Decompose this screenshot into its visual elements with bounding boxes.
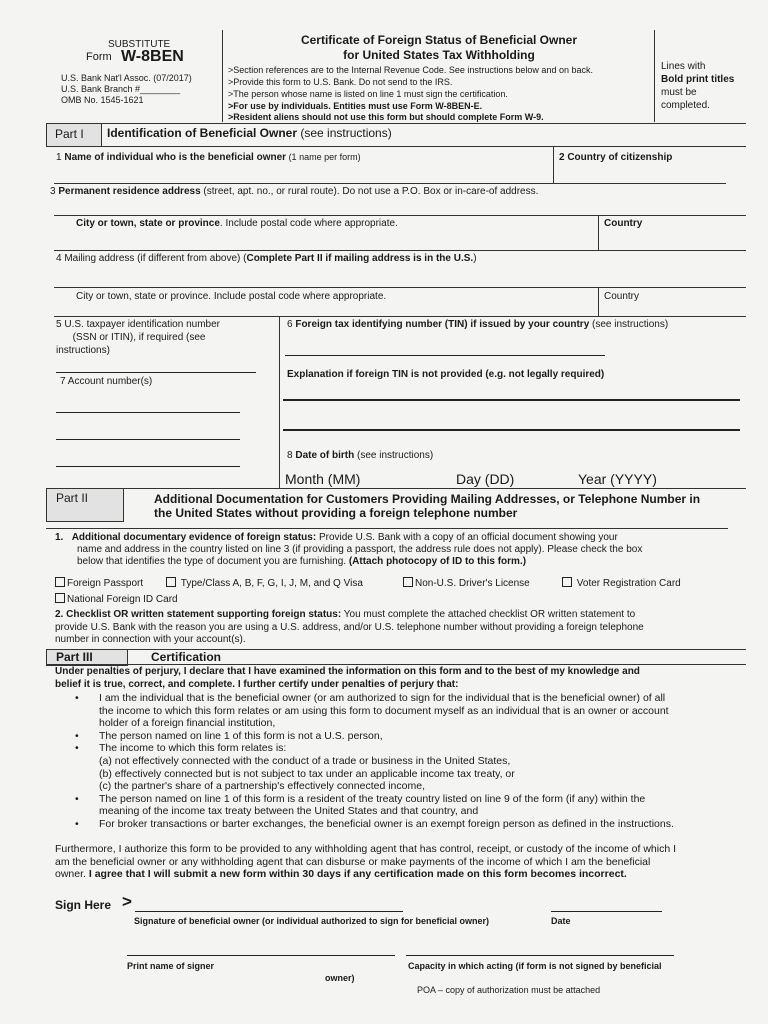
line6-label	[287, 318, 668, 331]
bullet-icon: •	[75, 817, 79, 830]
signature-label: Signature of beneficial owner (or individual authorized to sign for beneficial owner)	[134, 916, 490, 926]
line4-field[interactable]	[54, 287, 746, 288]
print-name-field[interactable]	[127, 955, 395, 956]
part2-item1	[55, 532, 745, 568]
intro-line2: belief it is true, correct, and complete. I further certify under penalties of perjury that:	[55, 678, 459, 690]
branch-line: U.S. Bank Branch #________	[61, 84, 181, 94]
part2-bottom-rule	[46, 528, 728, 529]
checkbox-drivers-license[interactable]	[403, 577, 530, 590]
line6-field[interactable]	[285, 355, 605, 356]
capacity-label: Capacity in which acting (if form is not signed by beneficial	[408, 961, 662, 971]
date-field[interactable]	[551, 911, 662, 912]
city-label-bold: City or town, state or province	[76, 218, 220, 229]
part3-title: Certification	[151, 650, 222, 664]
bullet-icon: •	[75, 729, 79, 742]
further-bold: I agree that I will submit a new form within 30 days if any certification made on this form becomes incorrect.	[88, 868, 627, 881]
line1-num: 1	[56, 152, 62, 163]
city-field[interactable]	[54, 250, 746, 251]
part2-top-rule	[46, 488, 746, 489]
header-divider-right	[654, 30, 655, 122]
bullet-icon: •	[75, 742, 79, 755]
item2-text2: provide U.S. Bank with the reason you are using a U.S. address, and/or U.S. telephone number without providing a foreign telephone	[55, 621, 644, 633]
item2-text1: You must complete the attached checklist OR written statement to	[341, 609, 636, 620]
checkbox-icon[interactable]	[166, 577, 176, 587]
line1-label	[56, 151, 361, 164]
cert-5: For broker transactions or barter exchanges, the beneficial owner is an exempt foreign person as defined in the instructions.	[99, 817, 674, 830]
note-line-4: >For use by individuals. Entities must use Form W-8BEN-E.	[228, 101, 483, 111]
cert-item-2	[75, 729, 749, 743]
part1-label: Part I	[55, 127, 84, 141]
intro-line1: Under penalties of perjury, I declare that I have examined the information on this form and to the best of my knowledge and	[55, 666, 640, 677]
certification-list	[75, 692, 749, 831]
line8-label	[287, 449, 433, 462]
cert-item-3	[75, 742, 749, 793]
city2-field[interactable]	[54, 316, 746, 317]
form-title-line1: Certificate of Foreign Status of Beneficial Owner	[300, 33, 578, 47]
item1-bold: Additional documentary evidence of foreign status:	[71, 532, 317, 543]
line3-note: (street, apt. no., or rural route). Do not use a P.O. Box or in-care-of address.	[200, 186, 539, 197]
part3-further	[55, 843, 755, 881]
line7-label: 7 Account number(s)	[60, 376, 153, 387]
part2-label-box	[46, 488, 124, 522]
cert-3a: (a) not effectively connected with the conduct of a trade or business in the United States,	[99, 754, 511, 767]
part2-label: Part II	[56, 491, 89, 505]
item1-text3: below that identifies the type of document you are furnishing.	[77, 556, 349, 567]
account-field-3[interactable]	[56, 466, 240, 467]
checkbox-voter-card[interactable]	[562, 577, 681, 590]
note-line-5: >Resident aliens should not use this form but should complete Form W-9.	[228, 112, 544, 122]
line4-num: 4	[56, 253, 62, 264]
capacity-label-owner: owner)	[325, 973, 355, 983]
line5-num: 5	[56, 319, 62, 330]
form-name: W-8BEN	[121, 48, 184, 65]
side-note-2: must be completed.	[661, 87, 710, 111]
further-line3: owner.	[55, 868, 89, 881]
cert-4-line1: The person named on line 1 of this form is a resident of the treaty country listed on line 9 of the form (if any) within the	[99, 792, 646, 805]
line1-note: (1 name per form)	[286, 152, 361, 162]
print-name-label: Print name of signer	[127, 961, 215, 971]
further-line1: Furthermore, I authorize this form to be provided to any withholding agent that has control, receipt, or custody of the income of which I	[55, 843, 676, 855]
omb-number: OMB No. 1545-1621	[61, 95, 144, 105]
account-field-1[interactable]	[56, 412, 240, 413]
bullet-icon: •	[75, 692, 79, 704]
item1-num: 1.	[55, 532, 64, 543]
part3-intro	[55, 666, 755, 691]
part2-title-line2: the United States without providing a foreign telephone number	[154, 506, 518, 520]
line1-divider	[553, 147, 554, 183]
dob-month[interactable]: Month (MM)	[285, 471, 361, 487]
explain-field-1[interactable]	[283, 399, 740, 401]
note-line-3: >The person whose name is listed on line 1 must sign the certification.	[228, 89, 508, 99]
item1-text2: name and address in the country listed on line 3 (if providing a passport, the address rule does not apply). Please check the box	[77, 544, 643, 555]
checkbox-icon[interactable]	[55, 577, 65, 587]
checkbox-icon[interactable]	[403, 577, 413, 587]
checkbox-label: Foreign Passport	[67, 578, 144, 589]
city-label	[76, 217, 398, 230]
city-note: . Include postal code where appropriate.	[219, 218, 398, 229]
line1-field[interactable]	[54, 183, 726, 184]
part1-title-suffix: (see instructions)	[297, 126, 392, 140]
line8-num: 8	[287, 450, 293, 461]
date-label: Date	[551, 916, 571, 926]
checkbox-label: Non-U.S. Driver's License	[415, 578, 530, 589]
line6-label-bold: Foreign tax identifying number (TIN) if issued by your country	[295, 319, 590, 330]
line5-field[interactable]	[56, 372, 256, 373]
bank-line: U.S. Bank Nat'l Assoc. (07/2017)	[61, 73, 192, 83]
explain-label: Explanation if foreign TIN is not provided (e.g. not legally required)	[287, 369, 605, 380]
checkbox-label: Voter Registration Card	[576, 578, 681, 589]
form-title-line2: for United States Tax Withholding	[343, 48, 535, 62]
item2-bold: 2. Checklist OR written statement supporting foreign status:	[55, 609, 342, 620]
checkbox-icon[interactable]	[562, 577, 572, 587]
line5-6-divider	[279, 316, 280, 488]
part2-title-line1: Additional Documentation for Customers Providing Mailing Addresses, or Telephone Number in	[154, 492, 701, 506]
city2-label: City or town, state or province. Include postal code where appropriate.	[76, 291, 387, 302]
line4-bold: Complete Part II if mailing address is in the U.S.	[246, 253, 474, 264]
side-note-bold: Bold print titles	[661, 74, 735, 85]
dob-day[interactable]: Day (DD)	[456, 471, 515, 487]
part1-title	[107, 127, 392, 140]
capacity-field[interactable]	[406, 955, 674, 956]
line2-label: 2 Country of citizenship	[559, 152, 673, 163]
sign-arrow-icon: >	[122, 892, 132, 911]
part3-bottom-rule	[46, 664, 746, 665]
note-line-2: >Provide this form to U.S. Bank. Do not send to the IRS.	[228, 77, 453, 87]
substitute-label: SUBSTITUTE	[108, 39, 171, 50]
note-line-1: >Section references are to the Internal Revenue Code. See instructions below and on back.	[228, 65, 593, 75]
side-note-1: Lines with	[661, 61, 706, 72]
cert-3: The income to which this form relates is:	[99, 742, 287, 755]
account-field-2[interactable]	[56, 439, 240, 440]
part3-label: Part III	[56, 650, 93, 664]
cert-item-1	[75, 692, 749, 730]
line3-num: 3	[50, 186, 56, 197]
cert-4-line2: meaning of the income tax treaty between the United States and that country, and	[99, 805, 479, 818]
cert-item-5	[75, 817, 749, 831]
cert-1-line1: I am the individual that is the beneficial owner (or am authorized to sign for the individual that is the beneficial owner) of all	[99, 692, 666, 704]
line8-note: (see instructions)	[354, 450, 434, 461]
country-label: Country	[604, 218, 643, 229]
line3-label-bold: Permanent residence address	[58, 186, 201, 197]
cert-1-line2: the income to which this form relates or am using this form to document myself as an individual that is an owner or account	[99, 704, 669, 717]
part1-title-bold: Identification of Beneficial Owner	[107, 126, 298, 140]
item2-text3: number in connection with your account(s).	[55, 634, 246, 645]
line5-label-c: instructions)	[56, 345, 110, 356]
checkbox-label: Type/Class A, B, F, G, I, J, M, and Q Visa	[180, 578, 363, 589]
bullet-icon: •	[75, 792, 79, 805]
cert-2: The person named on line 1 of this form is not a U.S. person,	[99, 729, 383, 742]
line5-label-b: (SSN or ITIN), if required (see	[72, 332, 206, 343]
checkbox-label: National Foreign ID Card	[67, 594, 178, 605]
checkbox-visa[interactable]	[166, 577, 363, 590]
country-divider	[598, 215, 599, 250]
further-line2: am the beneficial owner or any withholding agent that can disburse or make payments of the income of which I am the beneficial	[55, 855, 651, 868]
line4-end: )	[473, 253, 477, 264]
country2-label: Country	[604, 291, 640, 302]
side-note	[661, 60, 741, 112]
dob-year[interactable]: Year (YYYY)	[578, 471, 657, 487]
line4-label	[56, 252, 477, 265]
checkbox-icon[interactable]	[55, 593, 65, 603]
item1-text1: Provide U.S. Bank with a copy of an official document showing your	[316, 532, 618, 543]
cert-1-line3: holder of a foreign financial institution,	[99, 717, 276, 730]
line5-label-a: U.S. taxpayer identification number	[64, 319, 220, 330]
line1-label-bold: Name of individual who is the beneficial owner	[64, 152, 287, 163]
form-label: Form	[86, 51, 112, 63]
line8-label-bold: Date of birth	[295, 450, 355, 461]
cert-3c: (c) the partner's share of a partnership's effectively connected income,	[99, 780, 425, 793]
item1-bold2: (Attach photocopy of ID to this form.)	[348, 556, 527, 567]
line6-note: (see instructions)	[589, 319, 669, 330]
header-divider-left	[222, 30, 223, 122]
country2-divider	[598, 287, 599, 317]
line3-label	[50, 185, 538, 198]
poa-note: POA – copy of authorization must be attached	[417, 985, 601, 995]
line4-label-text: Mailing address (if different from above) (	[64, 253, 247, 264]
cert-3b: (b) effectively connected but is not subject to tax under an applicable income tax treaty, or	[99, 767, 515, 780]
checkbox-foreign-passport[interactable]	[55, 577, 143, 590]
checkbox-national-id[interactable]	[55, 593, 178, 606]
part2-item2	[55, 609, 745, 647]
line6-num: 6	[287, 319, 293, 330]
explain-field-2[interactable]	[283, 429, 740, 431]
part1-top-rule	[46, 123, 746, 124]
cert-item-4	[75, 792, 749, 818]
part1-label-box	[46, 123, 102, 147]
sign-here-label: Sign Here	[55, 898, 112, 912]
part1-bottom-rule	[46, 146, 746, 147]
line3-field[interactable]	[54, 215, 746, 216]
signature-field[interactable]	[135, 911, 403, 912]
line5-label	[56, 318, 276, 357]
